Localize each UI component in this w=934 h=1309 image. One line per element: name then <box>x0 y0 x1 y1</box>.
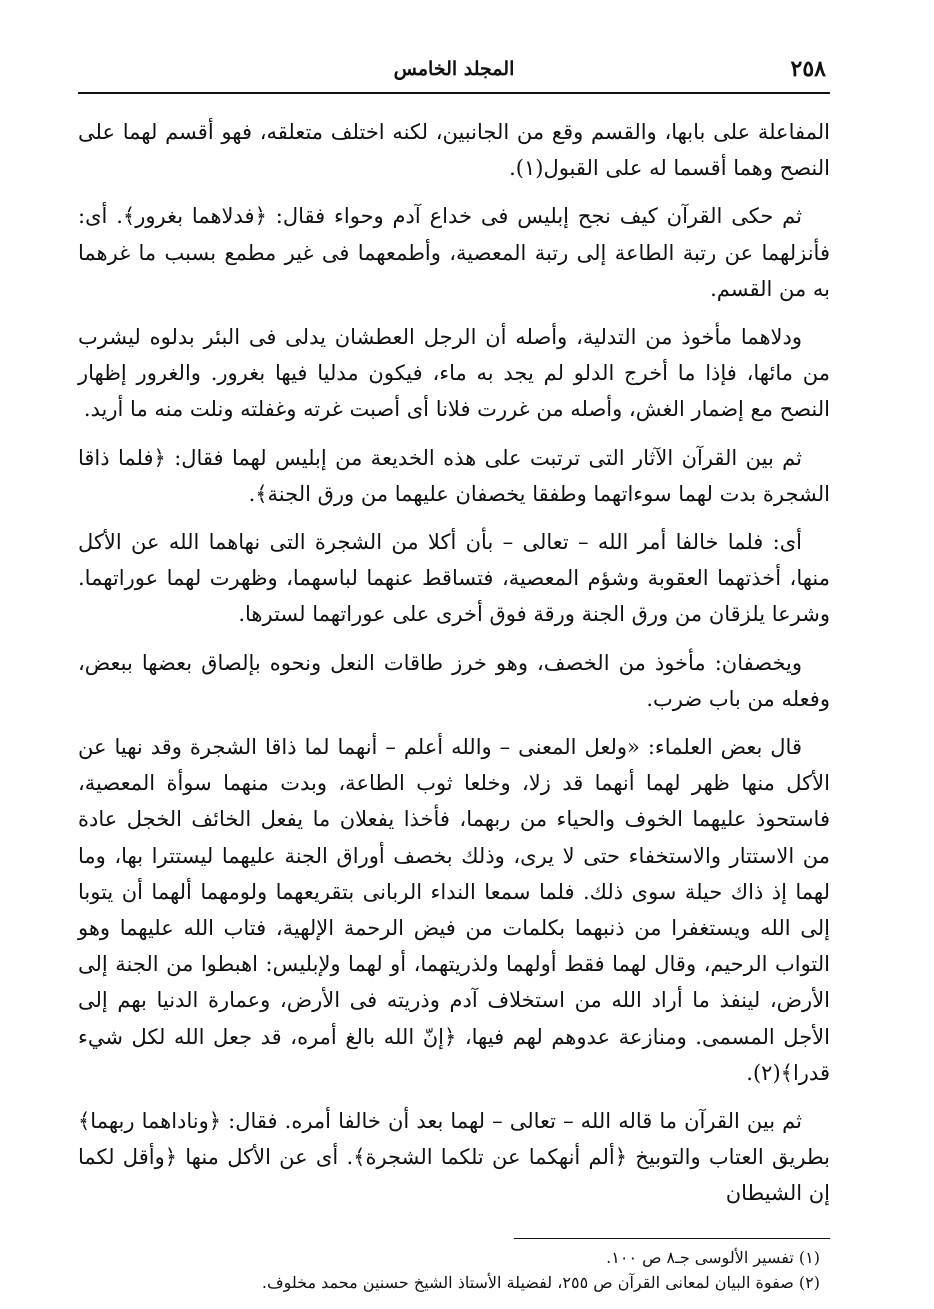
body-text <box>78 114 830 1212</box>
paragraph: ثم حكى القرآن كيف نجح إبليس فى خداع آدم وحواء فقال: ﴿فدلاهما بغرور﴾. أى: فأنزلهما عن رتبة الطاعة إلى رتبة المعصية، وأطمعهما فى غير مطمع بسبب ما غرهما به من القسم. <box>78 204 830 301</box>
running-title: المجلد الخامس <box>393 58 515 80</box>
footnote: (١) تفسير الألوسى جـ٨ ص ١٠٠. <box>606 1247 820 1267</box>
paragraph: المفاعلة على بابها، والقسم وقع من الجانبين، لكنه اختلف متعلقه، فهو أقسم لهما على النصح وهما أقسما له على القبول(١). <box>78 120 830 181</box>
paragraph: أى: فلما خالفا أمر الله – تعالى – بأن أكلا من الشجرة التى نهاهما الله عن الأكل منها، أخذتهما العقوبة وشؤم المعصية، فتساقط عنهما لباسهما، وظهرت لهما عوراتهما. وشرعا يلزقان من ورق الجنة ورقة فوق أخرى على عوراتهما لسترها. <box>78 530 830 627</box>
paragraph: ويخصفان: مأخوذ من الخصف، وهو خرز طاقات النعل ونحوه بإلصاق بعضها ببعض، وفعله من باب ضرب. <box>78 650 830 711</box>
paragraph: ثم بين القرآن ما قاله الله – تعالى – لهما بعد أن خالفا أمره. فقال: ﴿وناداهما ربهما﴾ بطريق العتاب والتوبيخ ﴿ألم أنهكما عن تلكما الشجرة﴾. أى عن الأكل منها ﴿وأقل لكما إن الشيطان <box>78 1109 830 1206</box>
footnotes <box>78 1245 830 1295</box>
paragraph: ودلاهما مأخوذ من التدلية، وأصله أن الرجل العطشان يدلى فى البئر بدلوه ليشرب من مائها، فإذا ما أخرج الدلو لم يجد به ماء، فيكون مدليا فيها بغرور. والغرور إظهار النصح مع إضمار الغش، وأصله من غررت فلانا أى أصبت غرته وغفلته ونلت منه ما أريد. <box>78 325 830 422</box>
footnote-divider <box>514 1238 830 1239</box>
page-header <box>78 50 830 94</box>
page-number: ٢٥٨ <box>790 56 826 82</box>
footnote: (٢) صفوة البيان لمعانى القرآن ص ٢٥٥، لفضيلة الأستاذ الشيخ حسنين محمد مخلوف. <box>261 1272 820 1292</box>
book-page <box>78 50 830 1292</box>
paragraph: ثم بين القرآن الآثار التى ترتبت على هذه الخديعة من إبليس لهما فقال: ﴿فلما ذاقا الشجرة بدت لهما سوءاتهما وطفقا يخصفان عليهما من ورق الجنة﴾. <box>78 445 830 506</box>
paragraph: قال بعض العلماء: «ولعل المعنى – والله أعلم – أنهما لما ذاقا الشجرة وقد نهيا عن الأكل منها ظهر لهما أنهما قد زلا، وخلعا ثوب الطاعة، وبدت منهما سوأة المعصية، فاستحوذ عليهما الخوف والحياء من ربهما، فأخذا يفعلان ما يفعل الخائف الخجل عادة من الاستتار والاستخفاء حتى لا يرى، وذلك بخصف أوراق الجنة عليهما ليستترا بها، وما لهما إذ ذاك حيلة سوى ذلك. فلما سمعا النداء الربانى بتقريعهما ولومهما ألهما أن يتوبا إلى الله ويستغفرا من ذنبهما بكلمات من فيض الرحمة الإلهية، فتاب الله عليهما وهو التواب الرحيم، وقال لهما فقط أولهما ولذريتهما، أو لهما ولإبليس: اهبطوا من الجنة إلى الأرض، لينفذ ما أراد الله من استخلاف آدم وذريته فى الأرض، وعمارة الدنيا بهم إلى الأجل المسمى. ومنازعة عدوهم لهم فيها، ﴿إنّ الله بالغ أمره، قد جعل الله لكل شيء قدرا﴾(٢). <box>78 735 830 1085</box>
